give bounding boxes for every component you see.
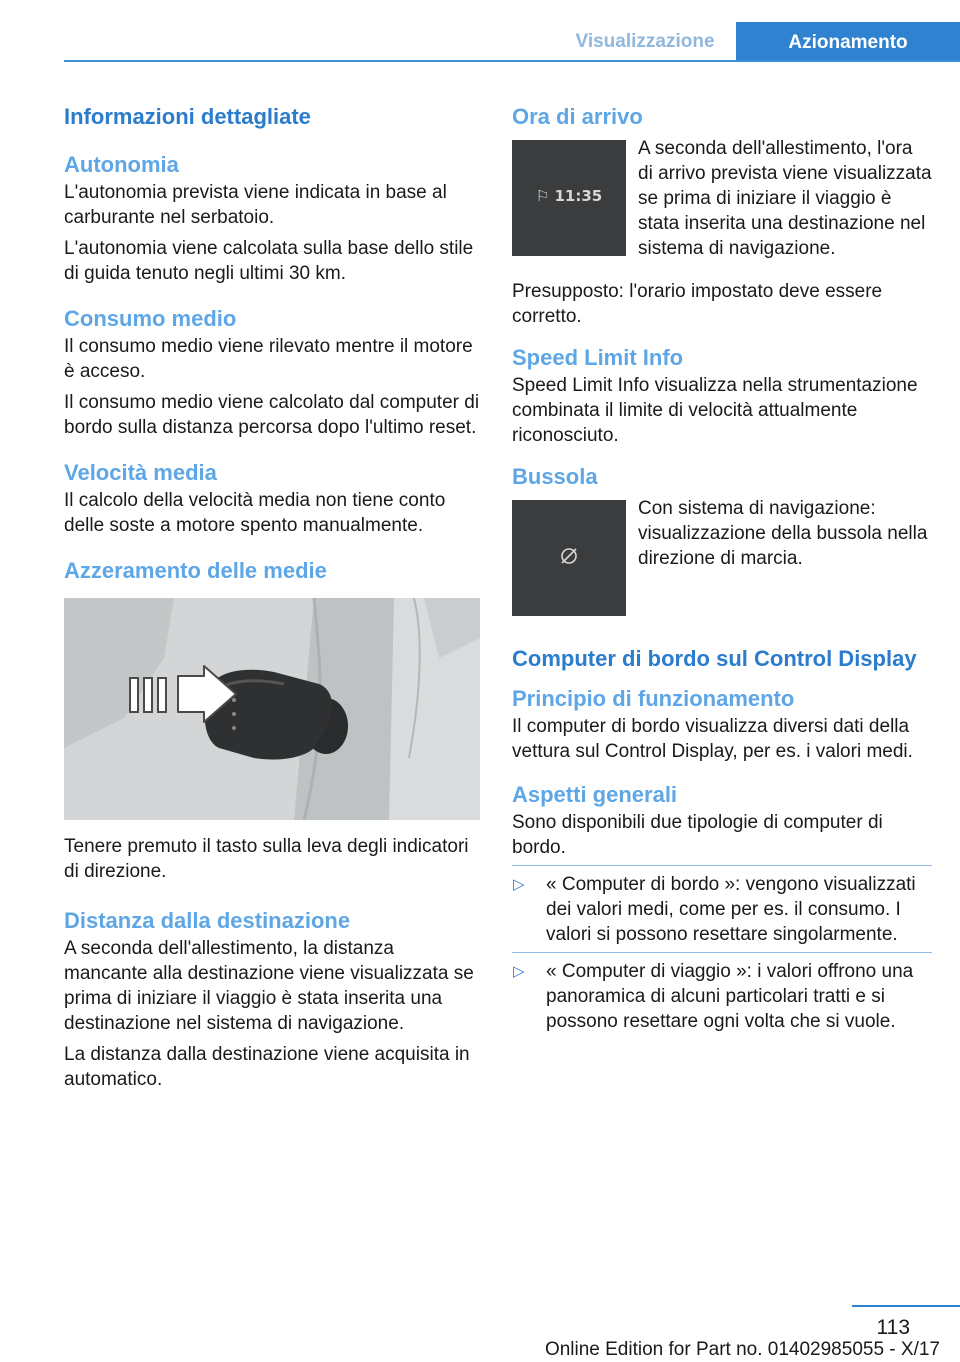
right-column [512, 102, 932, 1034]
list-item: ▷ « Computer di viaggio »: i valori offrono una panoramica di alcuni particolari tratti e si possono resettare ogni volta che si vuole. [513, 961, 914, 1032]
computer-types-list [512, 872, 932, 1034]
heading-computer-bordo: Computer di bordo sul Control Display [512, 646, 917, 671]
compass-display [512, 500, 626, 616]
text-principio: Il computer di bordo visualizza diversi dati della vettura sul Control Display, per es. i valori medi. [512, 716, 913, 762]
text-bussola: Con sistema di navigazione: visualizzazione della bussola nella direzione di marcia. [638, 498, 928, 569]
tab-azionamento[interactable]: Azionamento [736, 22, 960, 62]
text-autonomia-1: L'autonomia prevista viene indicata in base al carburante nel serbatoio. [64, 182, 447, 228]
heading-principio: Principio di funzionamento [512, 686, 795, 711]
list-divider-li [512, 952, 932, 953]
page-header [0, 0, 960, 62]
edition-footer: Online Edition for Part no. 01402985055 - X/17 [544, 1339, 940, 1360]
text-autonomia-2: L'autonomia viene calcolata sulla base dello stile di guida tenuto negli ultimi 30 km. [64, 238, 474, 284]
triangle-right-icon: ▷ [513, 963, 525, 980]
list-item: ▷ « Computer di bordo »: vengono visualizzati dei valori medi, come per es. il consumo. I valori si possono resettare singolarmente. [513, 874, 916, 945]
heading-autonomia: Autonomia [64, 152, 179, 177]
page-number: 113 [876, 1316, 910, 1339]
heading-azzeramento: Azzeramento delle medie [64, 558, 327, 583]
heading-speed-limit: Speed Limit Info [512, 345, 684, 370]
text-velocita: Il calcolo della velocità media non tiene conto delle soste a motore spento manualmente. [64, 490, 446, 536]
triangle-right-icon: ▷ [513, 876, 525, 893]
heading-bussola: Bussola [512, 464, 598, 489]
page-number-rule [852, 1305, 960, 1307]
text-consumo-2: Il consumo medio viene calcolato dal computer di bordo sulla distanza percorsa dopo l'ultimo reset. [64, 392, 480, 438]
text-aspetti: Sono disponibili due tipologie di computer di bordo. [512, 812, 883, 858]
heading-consumo: Consumo medio [64, 306, 237, 331]
heading-ora-arrivo: Ora di arrivo [512, 104, 643, 129]
text-tenere-premuto: Tenere premuto il tasto sulla leva degli indicatori di direzione. [64, 836, 469, 882]
tab-visualizzazione[interactable]: Visualizzazione [575, 31, 715, 52]
text-presupposto: Presupposto: l'orario impostato deve essere corretto. [512, 281, 883, 327]
arrival-time-display [512, 140, 626, 256]
text-speed-limit: Speed Limit Info visualizza nella strumentazione combinata il limite di velocità attualmente riconosciuto. [512, 375, 918, 446]
header-rule [64, 60, 960, 62]
text-consumo-1: Il consumo medio viene rilevato mentre il motore è acceso. [64, 336, 473, 382]
text-ora-arrivo: A seconda dell'allestimento, l'ora di arrivo prevista viene visualizzata se prima di iniziare il viaggio è stata inserita una destinazione nel sistema di navigazione. [638, 138, 932, 259]
heading-aspetti: Aspetti generali [512, 782, 678, 807]
left-column [64, 102, 482, 1092]
heading-distanza: Distanza dalla destinazione [64, 908, 351, 933]
lever-illustration [64, 598, 480, 820]
text-distanza-1: A seconda dell'allestimento, la distanza mancante alla destinazione viene visualizzata se prima di iniziare il viaggio è stata inserita una destinazione nel sistema di navigazione. [64, 938, 474, 1034]
list-divider [512, 865, 932, 866]
turn-signal-lever-photo [64, 598, 480, 820]
arrival-time-readout: ⚐ 11:35 [535, 187, 603, 205]
heading-informazioni: Informazioni dettagliate [64, 104, 311, 129]
destination-flag-icon: ⚐ [535, 187, 550, 205]
text-distanza-2: La distanza dalla destinazione viene acquisita in automatico. [64, 1044, 470, 1090]
compass-icon [560, 547, 578, 565]
heading-velocita: Velocità media [64, 460, 217, 485]
